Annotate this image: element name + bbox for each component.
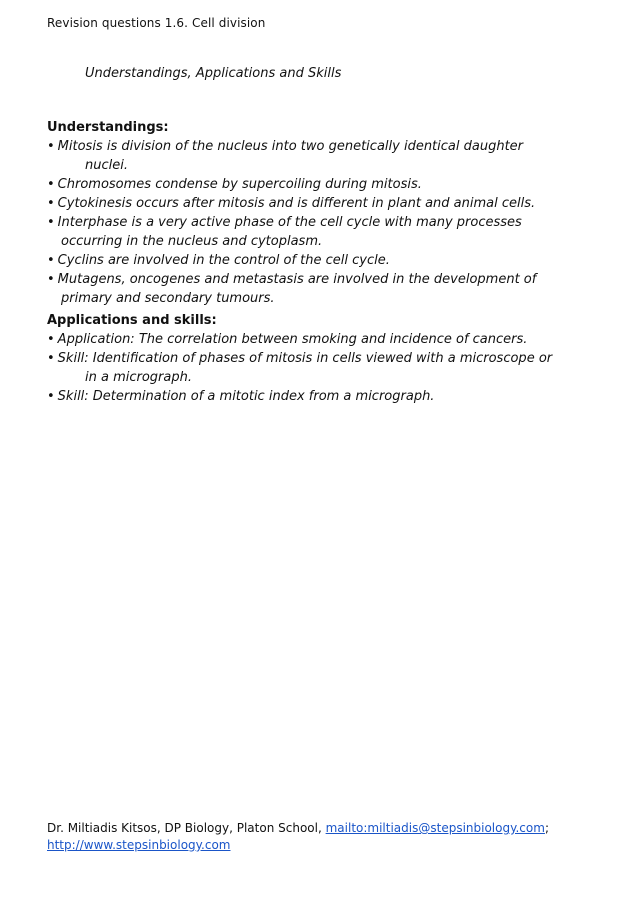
- understanding-item: [47, 194, 607, 213]
- bullet-icon: •: [47, 253, 55, 268]
- item-continuation: primary and secondary tumours.: [61, 291, 275, 306]
- website-link[interactable]: http://www.stepsinbiology.com: [47, 838, 231, 852]
- bullet-icon: •: [47, 351, 55, 366]
- understandings-heading: Understandings:: [47, 120, 169, 135]
- page-header: Revision questions 1.6. Cell division: [47, 16, 266, 30]
- application-item: [47, 349, 607, 368]
- applications-heading: Applications and skills:: [47, 313, 217, 328]
- bullet-icon: •: [47, 272, 55, 287]
- item-continuation: occurring in the nucleus and cytoplasm.: [61, 234, 323, 249]
- section-title: Understandings, Applications and Skills: [85, 66, 342, 81]
- understanding-item: [47, 213, 607, 232]
- item-text: Mutagens, oncogenes and metastasis are involved in the development of: [57, 272, 537, 287]
- understanding-item: [47, 251, 607, 270]
- bullet-icon: •: [47, 139, 55, 154]
- understanding-item: [47, 137, 607, 156]
- footer-line-1: [47, 820, 549, 837]
- item-continuation: nuclei.: [85, 158, 128, 173]
- application-item: [47, 330, 607, 349]
- item-text: Application: The correlation between smoking and incidence of cancers.: [57, 332, 528, 347]
- email-link[interactable]: mailto:miltiadis@stepsinbiology.com: [325, 821, 545, 835]
- item-text: Chromosomes condense by supercoiling during mitosis.: [57, 177, 422, 192]
- bullet-icon: •: [47, 389, 55, 404]
- item-continuation: in a micrograph.: [85, 370, 192, 385]
- page-footer: [47, 820, 549, 854]
- bullet-icon: •: [47, 177, 55, 192]
- item-text: Interphase is a very active phase of the cell cycle with many processes: [57, 215, 522, 230]
- application-item: [47, 387, 607, 406]
- item-text: Mitosis is division of the nucleus into two genetically identical daughter: [57, 139, 524, 154]
- bullet-icon: •: [47, 332, 55, 347]
- footer-author: Dr. Miltiadis Kitsos, DP Biology, Platon School,: [47, 821, 326, 835]
- bullet-icon: •: [47, 196, 55, 211]
- understanding-item: [47, 175, 607, 194]
- applications-section: [47, 311, 607, 406]
- item-text: Skill: Determination of a mitotic index from a micrograph.: [57, 389, 435, 404]
- footer-line-2: [47, 837, 549, 854]
- understanding-item: [47, 270, 607, 289]
- item-text: Cyclins are involved in the control of the cell cycle.: [57, 253, 390, 268]
- footer-separator: ;: [544, 821, 549, 835]
- bullet-icon: •: [47, 215, 55, 230]
- item-text: Cytokinesis occurs after mitosis and is different in plant and animal cells.: [57, 196, 536, 211]
- understandings-section: [47, 118, 607, 308]
- item-text: Skill: Identification of phases of mitosis in cells viewed with a microscope or: [57, 351, 553, 366]
